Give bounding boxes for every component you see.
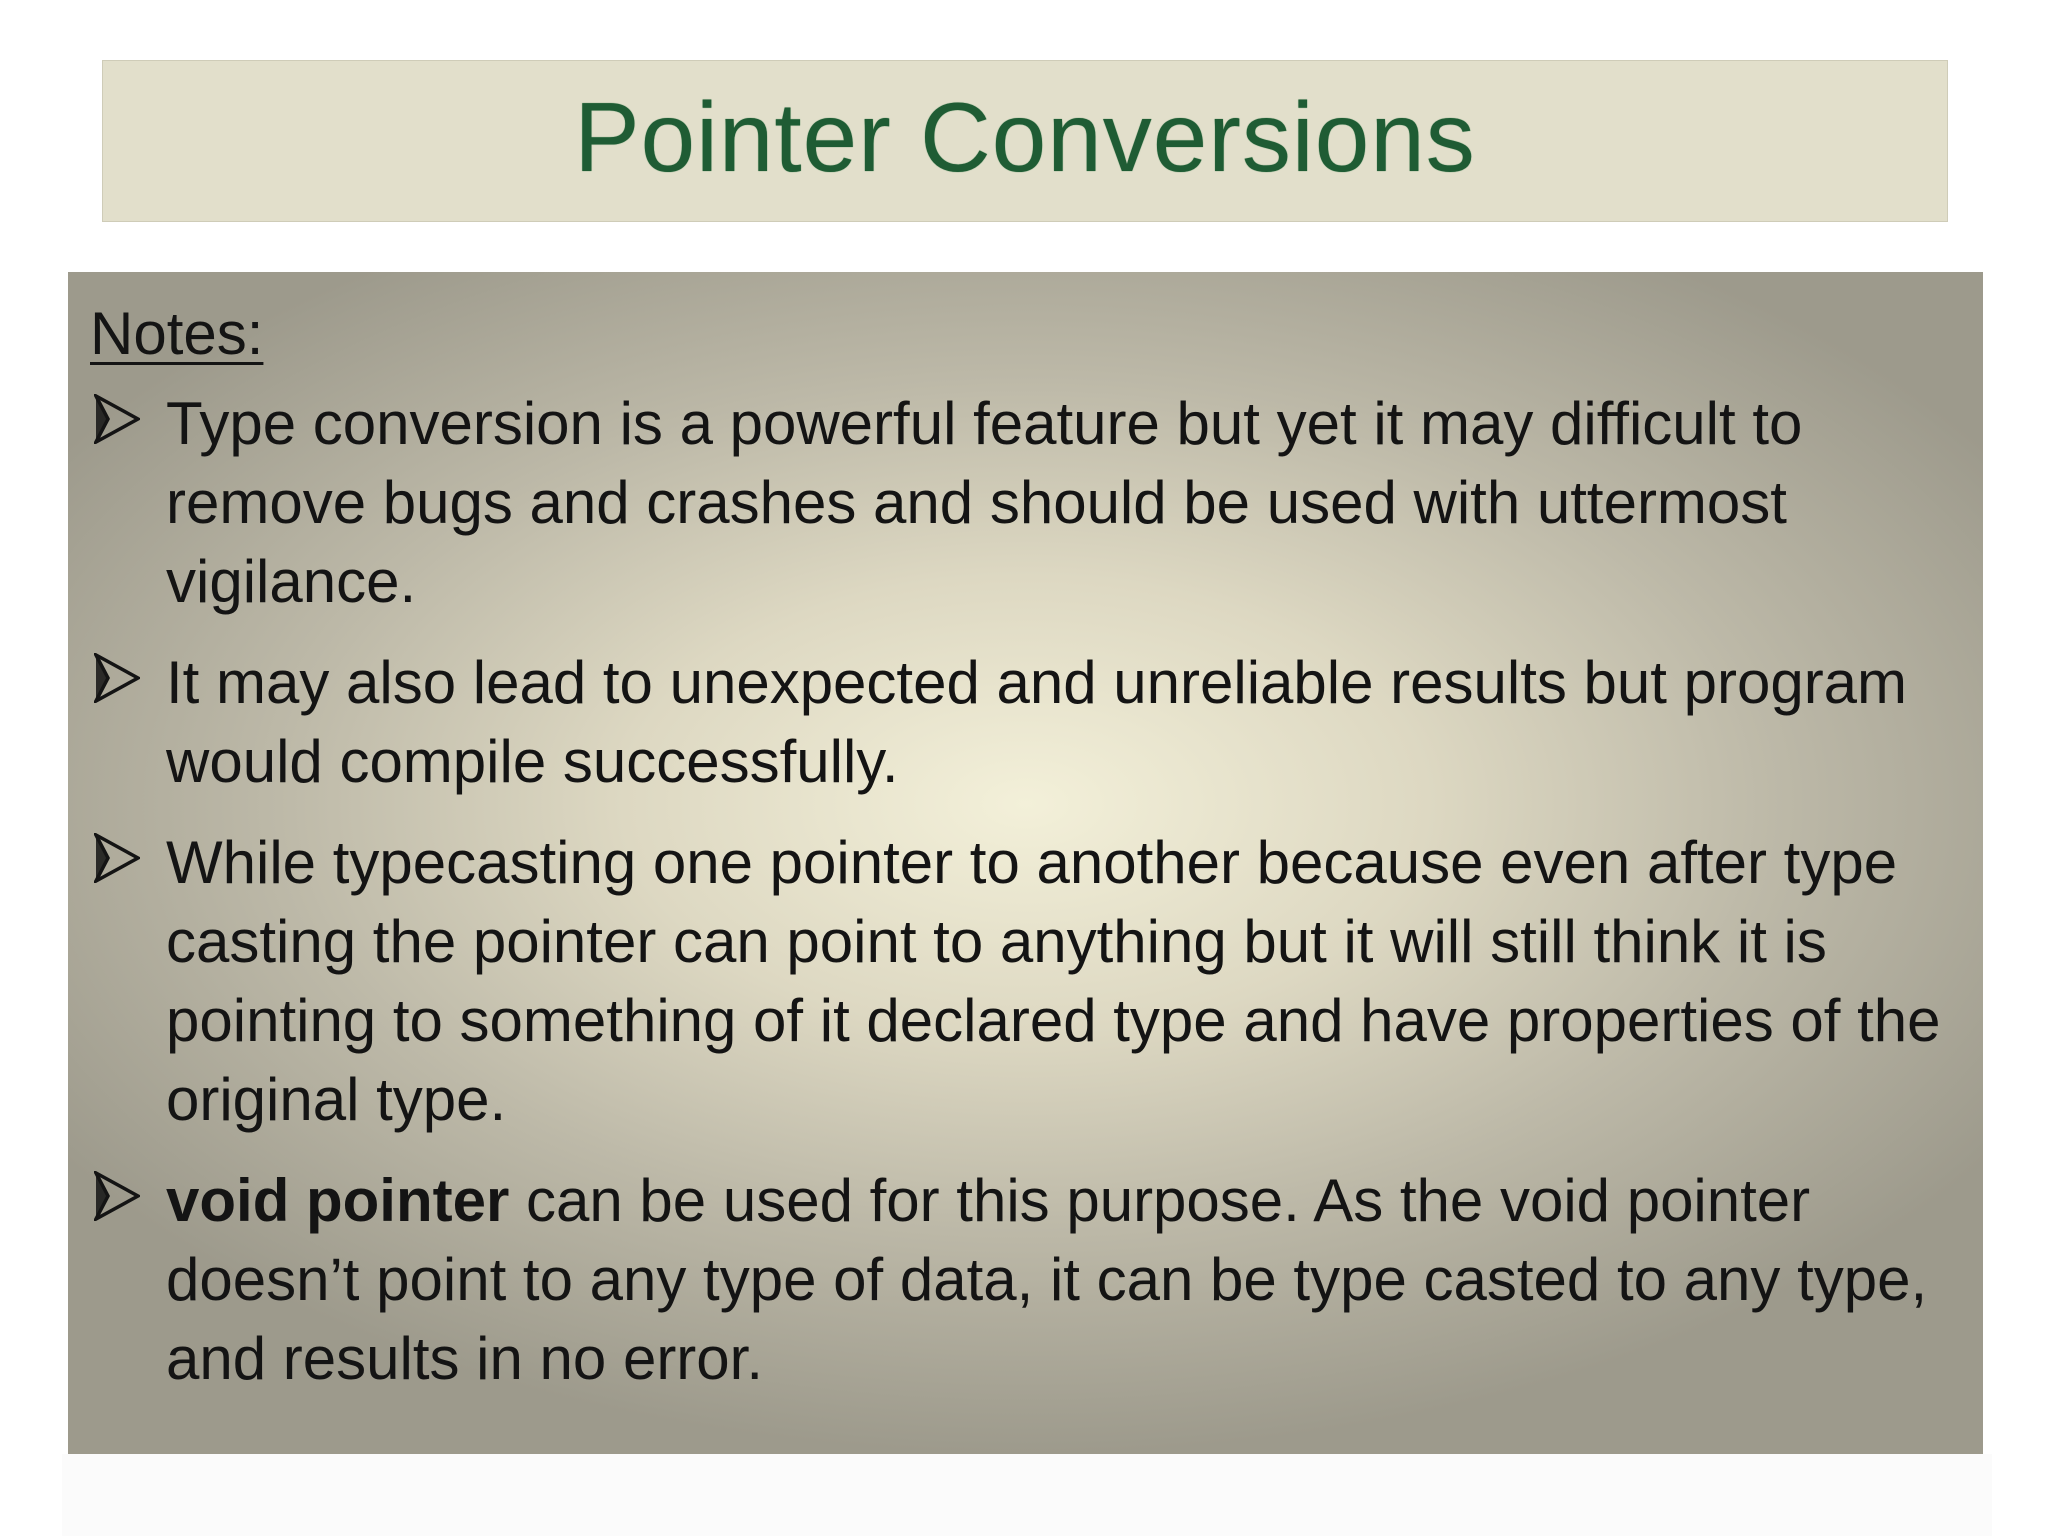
bullet-bold-term: void pointer [166, 1167, 510, 1234]
bullet-text: can be used for this purpose. As the void pointer doesn’t point to any type of data, it can be type casted to any type, and results in no error. [166, 1167, 1928, 1392]
bottom-strip [62, 1454, 1992, 1536]
arrowhead-bullet-icon [94, 394, 140, 444]
notes-panel [68, 272, 1983, 1454]
arrowhead-bullet-icon [94, 833, 140, 883]
arrowhead-bullet-icon [94, 1171, 140, 1221]
notes-heading: Notes: [90, 300, 264, 367]
arrowhead-bullet-icon [94, 653, 140, 703]
bullet-text: It may also lead to unexpected and unreliable results but program would compile successfully. [166, 649, 1908, 795]
list-item [90, 823, 1959, 1139]
list-item [90, 1161, 1959, 1398]
list-item [90, 384, 1959, 621]
title-banner [102, 60, 1948, 222]
notes-list [90, 384, 1959, 1398]
slide-title: Pointer Conversions [574, 82, 1476, 192]
list-item [90, 643, 1959, 801]
bullet-text: Type conversion is a powerful feature but yet it may difficult to remove bugs and crashes and should be used with uttermost vigilance. [166, 390, 1803, 615]
bullet-text: While typecasting one pointer to another because even after type casting the pointer can point to anything but it will still think it is pointing to something of it declared type and have properties of the original type. [166, 829, 1941, 1133]
